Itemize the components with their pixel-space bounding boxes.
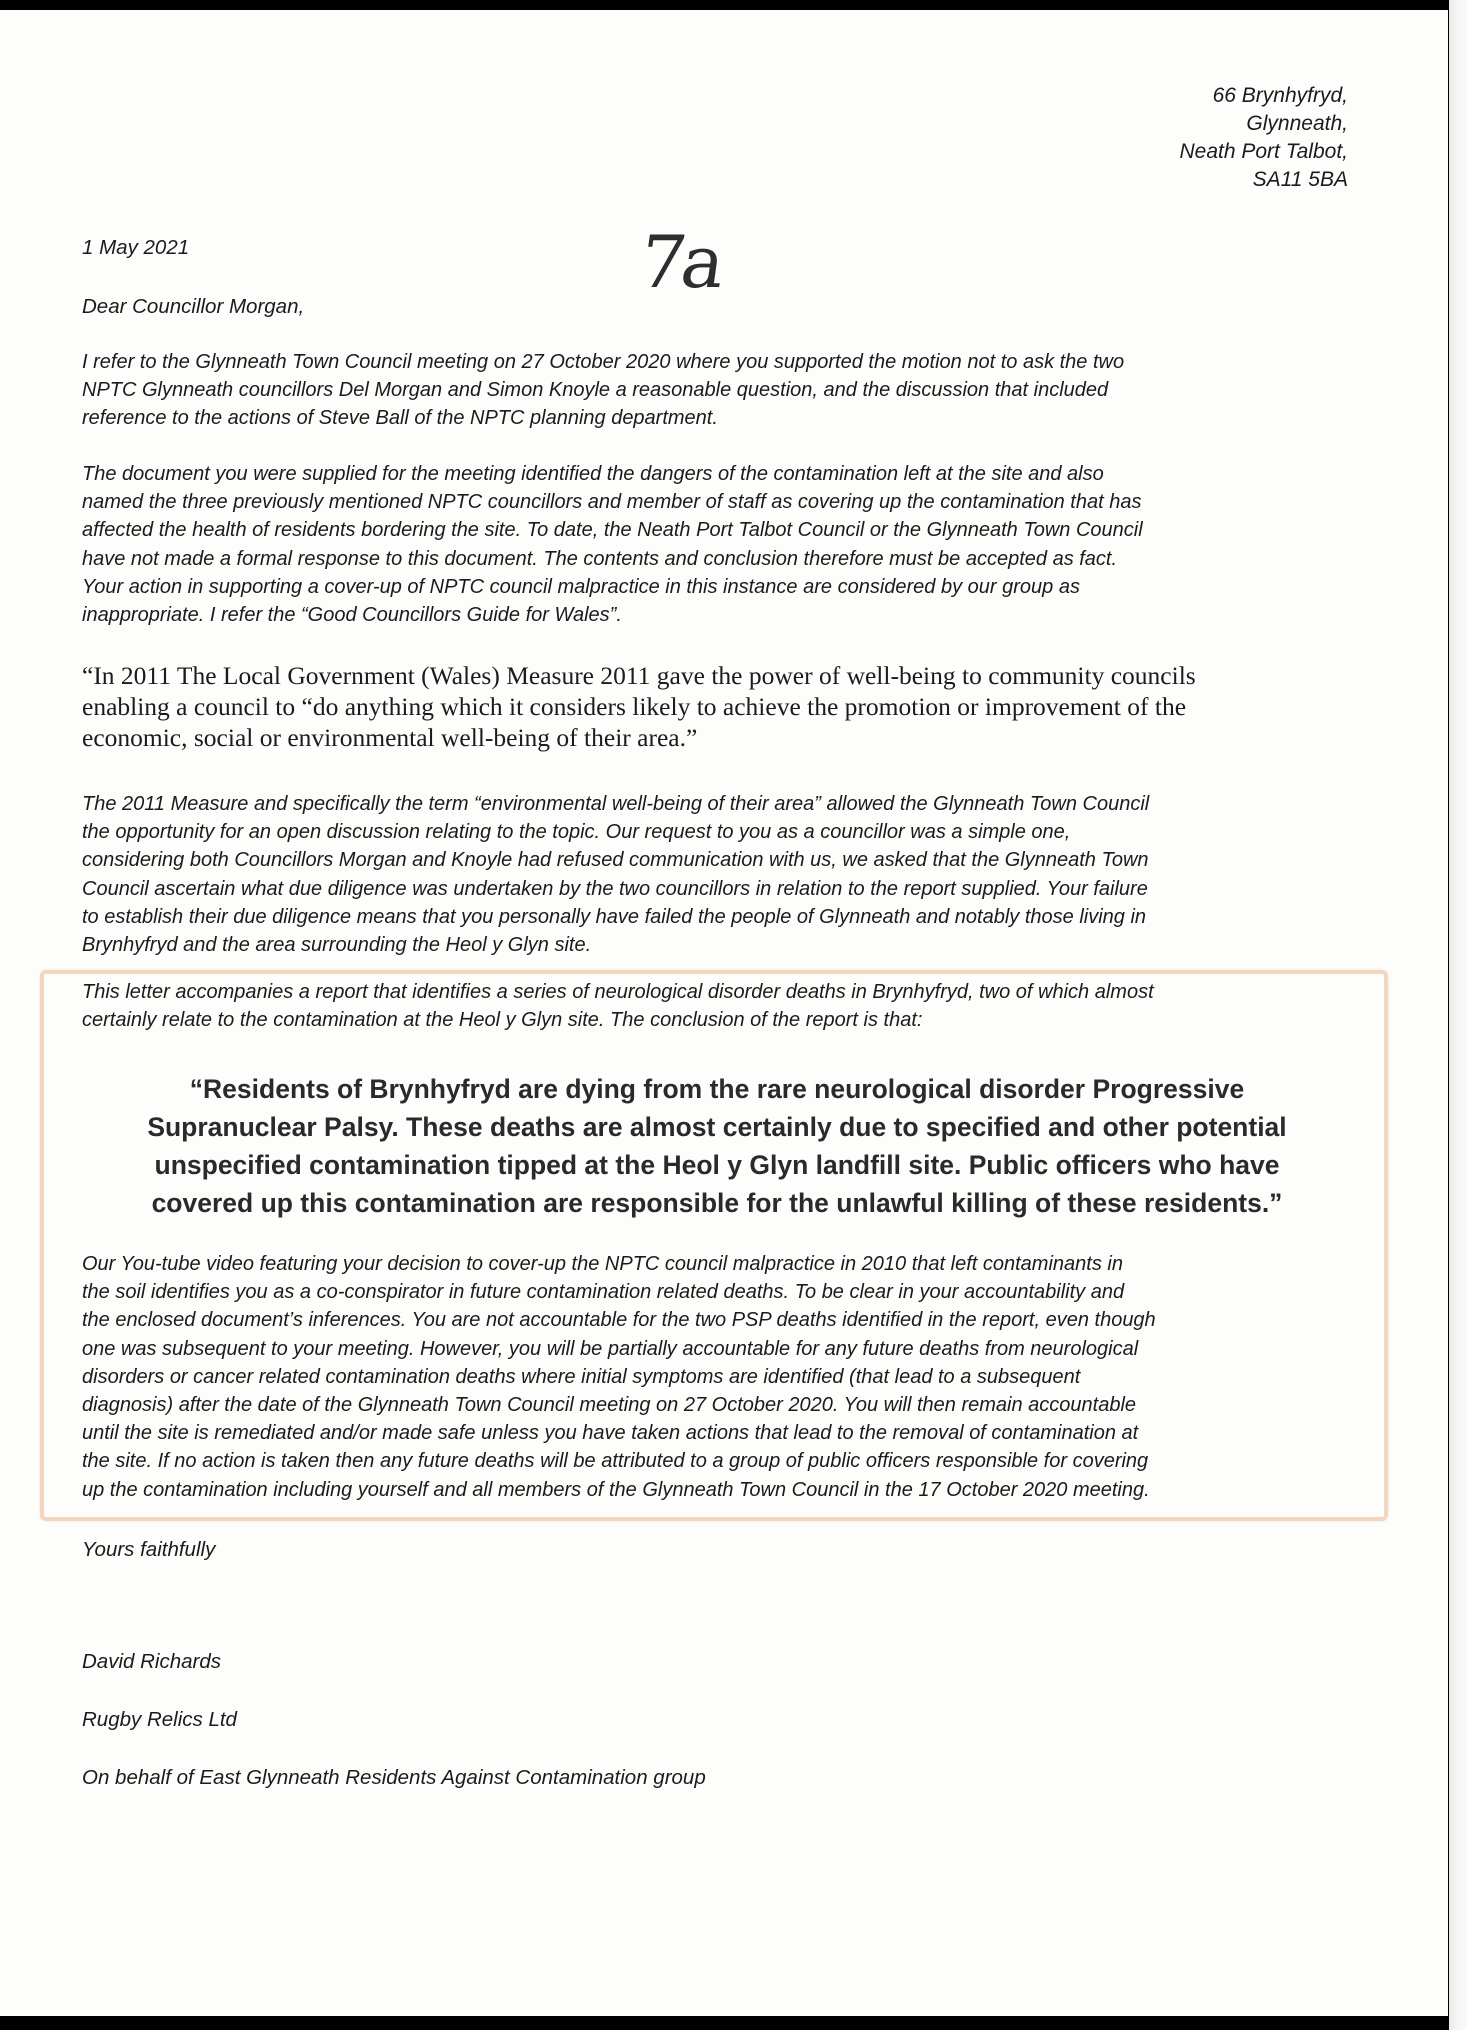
paragraph-5 (82, 1250, 1382, 1504)
sender-address (1180, 82, 1349, 194)
text-line: NPTC Glynneath councillors Del Morgan and Simon Knoyle a reasonable question, and the discussion that included (82, 379, 1109, 402)
text-line: inappropriate. I refer the “Good Councillors Guide for Wales”. (82, 604, 622, 627)
company-name: Rugby Relics Ltd (82, 1708, 237, 1731)
text-line: “Residents of Brynhyfryd are dying from the rare neurological disorder Progressive (189, 1074, 1245, 1104)
text-line: covered up this contamination are responsible for the unlawful killing of these residents.” (151, 1188, 1283, 1218)
text-line: Our You-tube video featuring your decision to cover-up the NPTC council malpractice in 2010 that left contaminants in (82, 1253, 1123, 1275)
paragraph-1 (82, 348, 1382, 433)
text-line: the soil identifies you as a co-conspirator in future contamination related deaths. To be clear in your accountability and (82, 1281, 1125, 1304)
text-line: until the site is remediated and/or made safe unless you have taken actions that lead to the removal of contamination at (82, 1422, 1139, 1445)
text-line: the enclosed document’s inferences. You are not accountable for the two PSP deaths identified in the report, even though (82, 1309, 1156, 1332)
paragraph-4 (82, 978, 1382, 1034)
text-line: to establish their due diligence means that you personally have failed the people of Glynneath and notably those living in (82, 905, 1147, 928)
text-line: The document you were supplied for the meeting identified the dangers of the contamination left at the site and also (82, 463, 1104, 485)
text-line: up the contamination including yourself and all members of the Glynneath Town Council in the 17 October 2020 meeting. (82, 1478, 1150, 1501)
on-behalf-line: On behalf of East Glynneath Residents Against Contamination group (82, 1766, 706, 1789)
closing: Yours faithfully (82, 1538, 216, 1561)
address-line: Glynneath, (1246, 112, 1348, 135)
text-line: the opportunity for an open discussion relating to the topic. Our request to you as a councillor was a simple one, (82, 821, 1071, 844)
text-line: Brynhyfryd and the area surrounding the Heol y Glyn site. (82, 934, 592, 957)
text-line: The 2011 Measure and specifically the term “environmental well-being of their area” allowed the Glynneath Town Council (82, 793, 1150, 815)
text-line: This letter accompanies a report that identifies a series of neurological disorder deaths in Brynhyfryd, two of which almost (82, 981, 1154, 1003)
text-line: unspecified contamination tipped at the Heol y Glyn landfill site. Public officers who have (154, 1150, 1280, 1180)
letter-page (0, 10, 1448, 2016)
handwritten-annotation: 7a (634, 220, 727, 304)
address-line: 66 Brynhyfryd, (1212, 84, 1348, 107)
text-line: I refer to the Glynneath Town Council meeting on 27 October 2020 where you supported the motion not to ask the two (82, 351, 1125, 373)
text-line: “In 2011 The Local Government (Wales) Measure 2011 gave the power of well-being to community councils (82, 661, 1196, 690)
text-line: affected the health of residents bordering the site. To date, the Neath Port Talbot Council or the Glynneath Town Council (82, 519, 1143, 542)
text-line: the site. If no action is taken then any future deaths will be attributed to a group of public officers responsible for covering (82, 1450, 1149, 1473)
scan-edge (1449, 0, 1467, 2030)
text-line: enabling a council to “do anything which it considers likely to achieve the promotion or improvement of the (82, 692, 1187, 721)
text-line: named the three previously mentioned NPTC councillors and member of staff as covering up the contamination that has (82, 491, 1142, 514)
text-line: Council ascertain what due diligence was undertaken by the two councillors in relation to the report supplied. Your failure (82, 877, 1148, 900)
salutation: Dear Councillor Morgan, (82, 295, 305, 318)
text-line: diagnosis) after the date of the Glynneath Town Council meeting on 27 October 2020. You will then remain accountable (82, 1394, 1137, 1417)
letter-date: 1 May 2021 (82, 236, 190, 259)
text-line: disorders or cancer related contamination deaths where initial symptoms are identified (that lead to a subsequent (82, 1365, 1081, 1388)
signatory-name: David Richards (82, 1650, 221, 1673)
text-line: reference to the actions of Steve Ball of the NPTC planning department. (82, 407, 718, 430)
address-line: SA11 5BA (1252, 168, 1348, 191)
report-conclusion (82, 1070, 1352, 1222)
text-line: one was subsequent to your meeting. However, you will be partially accountable for any future deaths from neurological (82, 1337, 1139, 1360)
text-line: economic, social or environmental well-being of their area.” (82, 723, 698, 752)
paragraph-2 (82, 460, 1382, 629)
text-line: have not made a formal response to this document. The contents and conclusion therefore must be accepted as fact. (82, 547, 1118, 570)
text-line: certainly relate to the contamination at the Heol y Glyn site. The conclusion of the report is that: (82, 1009, 923, 1032)
text-line: Your action in supporting a cover-up of NPTC council malpractice in this instance are considered by our group as (82, 575, 1080, 598)
text-line: considering both Councillors Morgan and Knoyle had refused communication with us, we asked that the Glynneath Town (82, 849, 1149, 872)
measure-quote (82, 660, 1382, 753)
address-line: Neath Port Talbot, (1179, 140, 1348, 163)
paragraph-3 (82, 790, 1382, 959)
text-line: Supranuclear Palsy. These deaths are almost certainly due to specified and other potential (147, 1112, 1287, 1142)
